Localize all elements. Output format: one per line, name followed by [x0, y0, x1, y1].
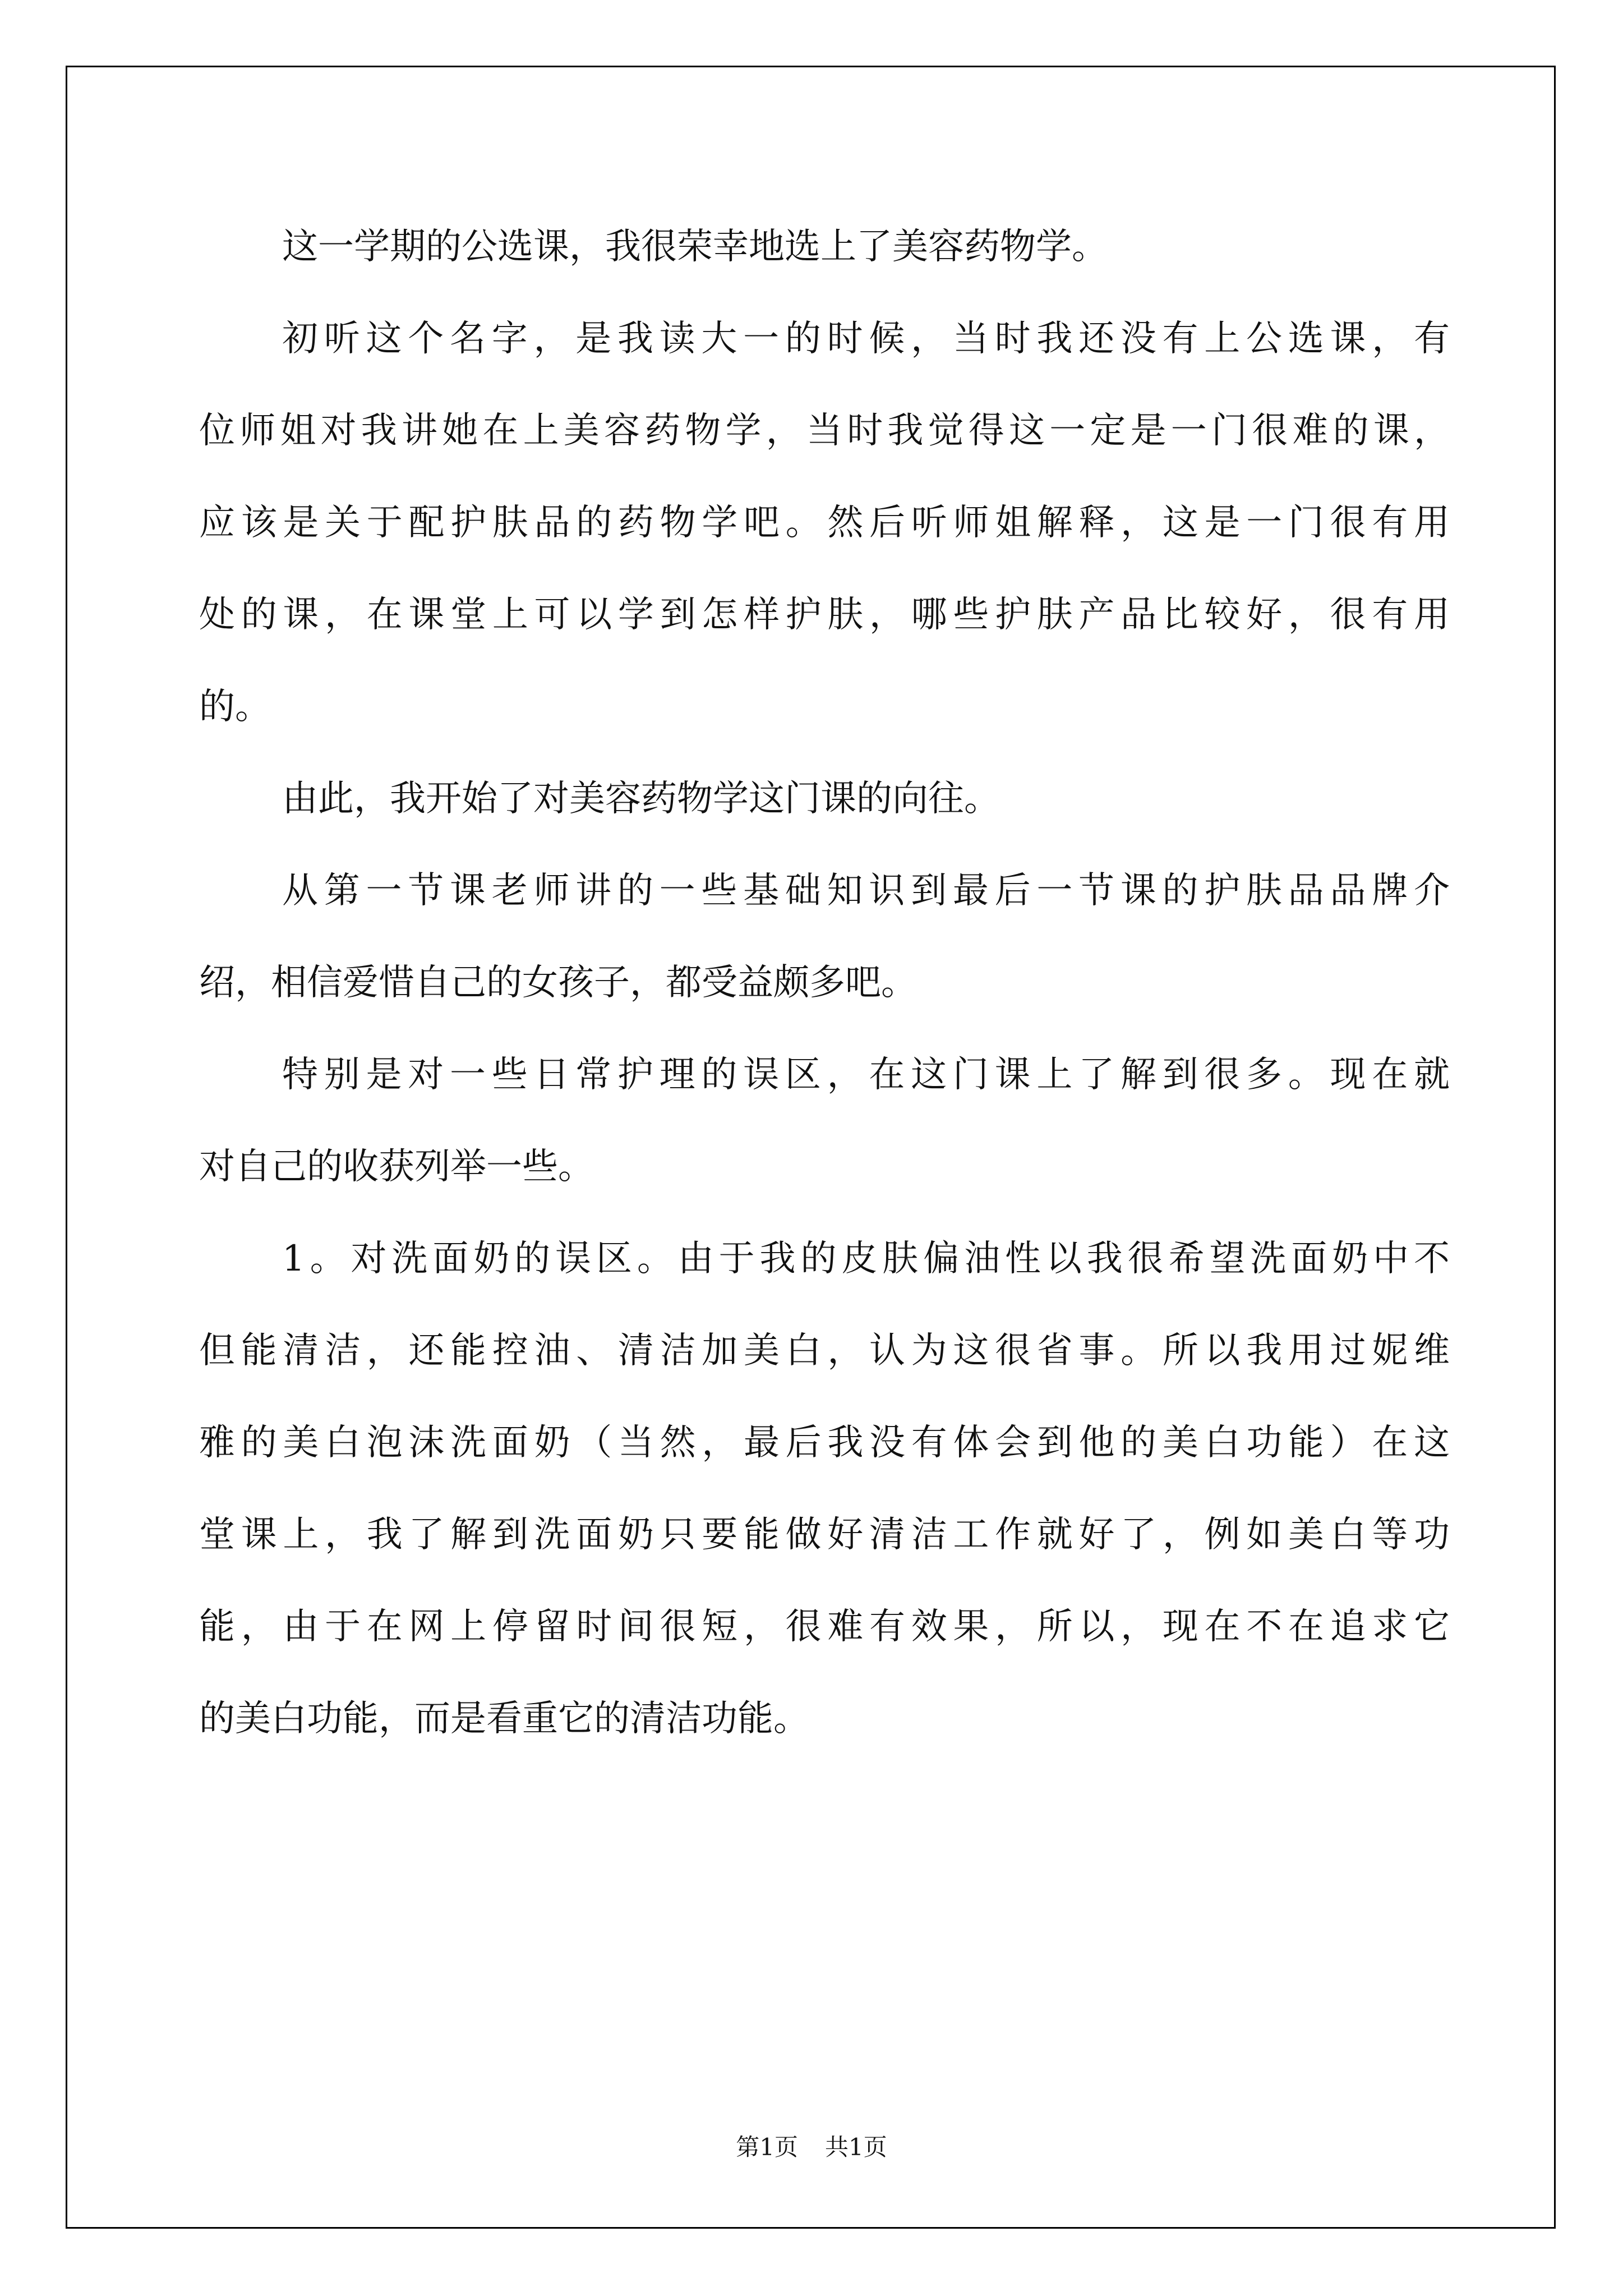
paragraph-4: [199, 845, 1450, 1029]
text-line: 应该是关于配护肤品的药物学吧。然后听师姐解释，这是一门很有用: [199, 502, 1450, 544]
paragraph-5: [199, 1029, 1450, 1213]
text-line: 从第一节课老师讲的一些基础知识到最后一节课的护肤品品牌介: [282, 870, 1450, 912]
paragraph-1: [199, 201, 1450, 293]
total-pages: 共1页: [825, 2133, 887, 2161]
text-line: 的。: [199, 686, 271, 728]
text-line: 1。对洗面奶的误区。由于我的皮肤偏油性以我很希望洗面奶中不: [282, 1238, 1450, 1280]
paragraph-6: [199, 1213, 1450, 1765]
text-line: 位师姐对我讲她在上美容药物学，当时我觉得这一定是一门很难的课，: [199, 410, 1450, 452]
text-line: 但能清洁，还能控油、清洁加美白，认为这很省事。所以我用过妮维: [199, 1330, 1450, 1372]
text-line: 特别是对一些日常护理的误区，在这门课上了解到很多。现在就: [282, 1054, 1450, 1096]
text-line: 对自己的收获列举一些。: [199, 1146, 594, 1188]
text-line: 绍，相信爱惜自己的女孩子，都受益颇多吧。: [199, 962, 917, 1004]
text-line: 堂课上，我了解到洗面奶只要能做好清洁工作就好了，例如美白等功: [199, 1514, 1450, 1556]
text-line: 处的课，在课堂上可以学到怎样护肤，哪些护肤产品比较好，很有用: [199, 594, 1450, 636]
paragraph-3: [199, 753, 1450, 845]
paragraph-2: [199, 293, 1450, 753]
text-line: 这一学期的公选课，我很荣幸地选上了美容药物学。: [282, 226, 1108, 268]
text-line: 雅的美白泡沫洗面奶（当然，最后我没有体会到他的美白功能）在这: [199, 1422, 1450, 1464]
page-number: 第1页: [736, 2133, 798, 2161]
text-line: 的美白功能，而是看重它的清洁功能。: [199, 1698, 809, 1740]
text-line: 能，由于在网上停留时间很短，很难有效果，所以，现在不在追求它: [199, 1606, 1450, 1648]
text-line: 由此，我开始了对美容药物学这门课的向往。: [282, 778, 1000, 820]
page-footer: [0, 2129, 1623, 2162]
text-line: 初听这个名字，是我读大一的时候，当时我还没有上公选课，有: [282, 318, 1450, 360]
document-body: [199, 201, 1450, 1765]
